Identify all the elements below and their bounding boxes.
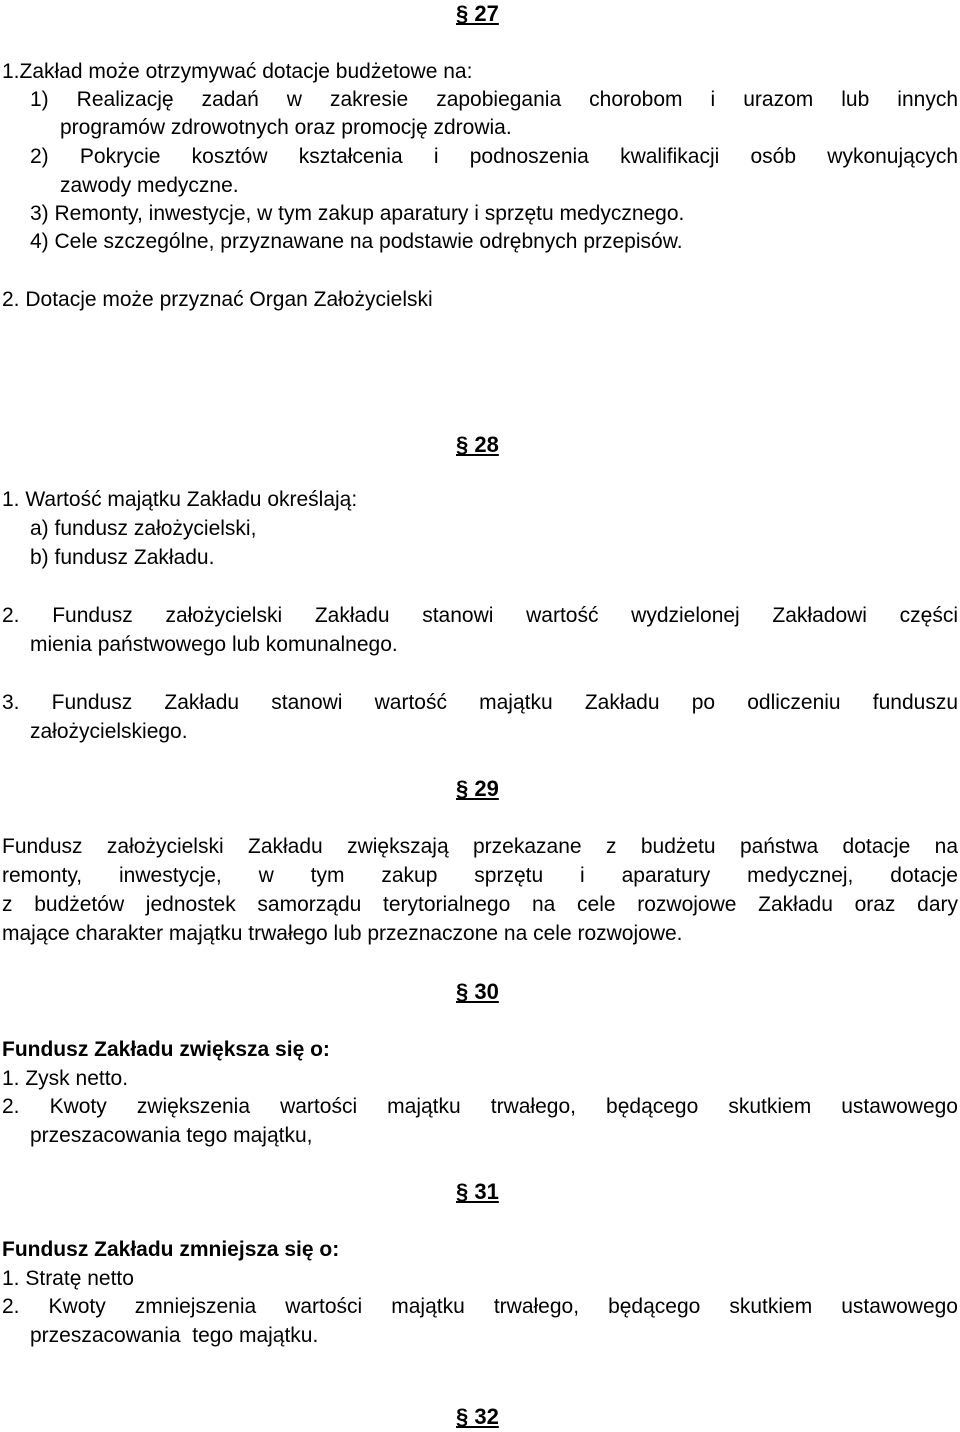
section-31-item-2-line-1: 2. Kwoty zmniejszenia wartości majątku trwałego, będącego skutkiem ustawowego bbox=[2, 1295, 958, 1318]
section-30-title: Fundusz Zakładu zwiększa się o: bbox=[2, 1038, 330, 1061]
section-29-line-1: Fundusz założycielski Zakładu zwiększają przekazane z budżetu państwa dotacje na bbox=[2, 835, 958, 858]
section-31-heading: § 31 bbox=[456, 1179, 499, 1204]
section-29-line-4: mające charakter majątku trwałego lub przeznaczone na cele rozwojowe. bbox=[2, 922, 683, 945]
section-27-intro: 1.Zakład może otrzymywać dotacje budżetowe na: bbox=[2, 60, 473, 83]
section-31-title: Fundusz Zakładu zmniejsza się o: bbox=[2, 1238, 340, 1261]
section-27-item-2-line-2: zawody medyczne. bbox=[60, 174, 239, 197]
section-27-item-1-line-2: programów zdrowotnych oraz promocję zdrowia. bbox=[60, 116, 512, 139]
section-27-paragraph-2: 2. Dotacje może przyznać Organ Założycielski bbox=[2, 288, 433, 311]
section-31-item-1: 1. Stratę netto bbox=[2, 1267, 134, 1290]
section-29-heading: § 29 bbox=[456, 776, 499, 801]
section-27-item-4: 4) Cele szczególne, przyznawane na podstawie odrębnych przepisów. bbox=[30, 230, 683, 253]
section-29-line-2: remonty, inwestycje, w tym zakup sprzętu i aparatury medycznej, dotacje bbox=[2, 864, 958, 887]
section-30-item-2-line-1: 2. Kwoty zwiększenia wartości majątku trwałego, będącego skutkiem ustawowego bbox=[2, 1095, 958, 1118]
section-28-paragraph-3-line-1: 3. Fundusz Zakładu stanowi wartość majątku Zakładu po odliczeniu funduszu bbox=[2, 691, 958, 714]
section-27-item-2-line-1: 2) Pokrycie kosztów kształcenia i podnoszenia kwalifikacji osób wykonujących bbox=[30, 145, 958, 168]
section-29-line-3: z budżetów jednostek samorządu terytorialnego na cele rozwojowe Zakładu oraz dary bbox=[2, 893, 958, 916]
section-27-item-1-line-1: 1) Realizację zadań w zakresie zapobiegania chorobom i urazom lub innych bbox=[30, 88, 958, 111]
section-27-heading: § 27 bbox=[456, 1, 499, 26]
section-32-heading: § 32 bbox=[456, 1404, 499, 1429]
section-31-item-2-line-2: przeszacowania tego majątku. bbox=[30, 1324, 319, 1347]
section-30-item-2-line-2: przeszacowania tego majątku, bbox=[30, 1124, 313, 1147]
section-27-item-3: 3) Remonty, inwestycje, w tym zakup aparatury i sprzętu medycznego. bbox=[30, 202, 685, 225]
section-28-item-a: a) fundusz założycielski, bbox=[30, 517, 257, 540]
section-28-paragraph-1: 1. Wartość majątku Zakładu określają: bbox=[2, 488, 358, 511]
section-28-paragraph-2-line-1: 2. Fundusz założycielski Zakładu stanowi wartość wydzielonej Zakładowi części bbox=[2, 604, 958, 627]
section-28-paragraph-2-line-2: mienia państwowego lub komunalnego. bbox=[30, 633, 398, 656]
section-28-paragraph-3-line-2: założycielskiego. bbox=[30, 720, 188, 743]
section-28-item-b: b) fundusz Zakładu. bbox=[30, 546, 215, 569]
section-28-heading: § 28 bbox=[456, 432, 499, 457]
section-30-heading: § 30 bbox=[456, 979, 499, 1004]
section-30-item-1: 1. Zysk netto. bbox=[2, 1067, 129, 1090]
